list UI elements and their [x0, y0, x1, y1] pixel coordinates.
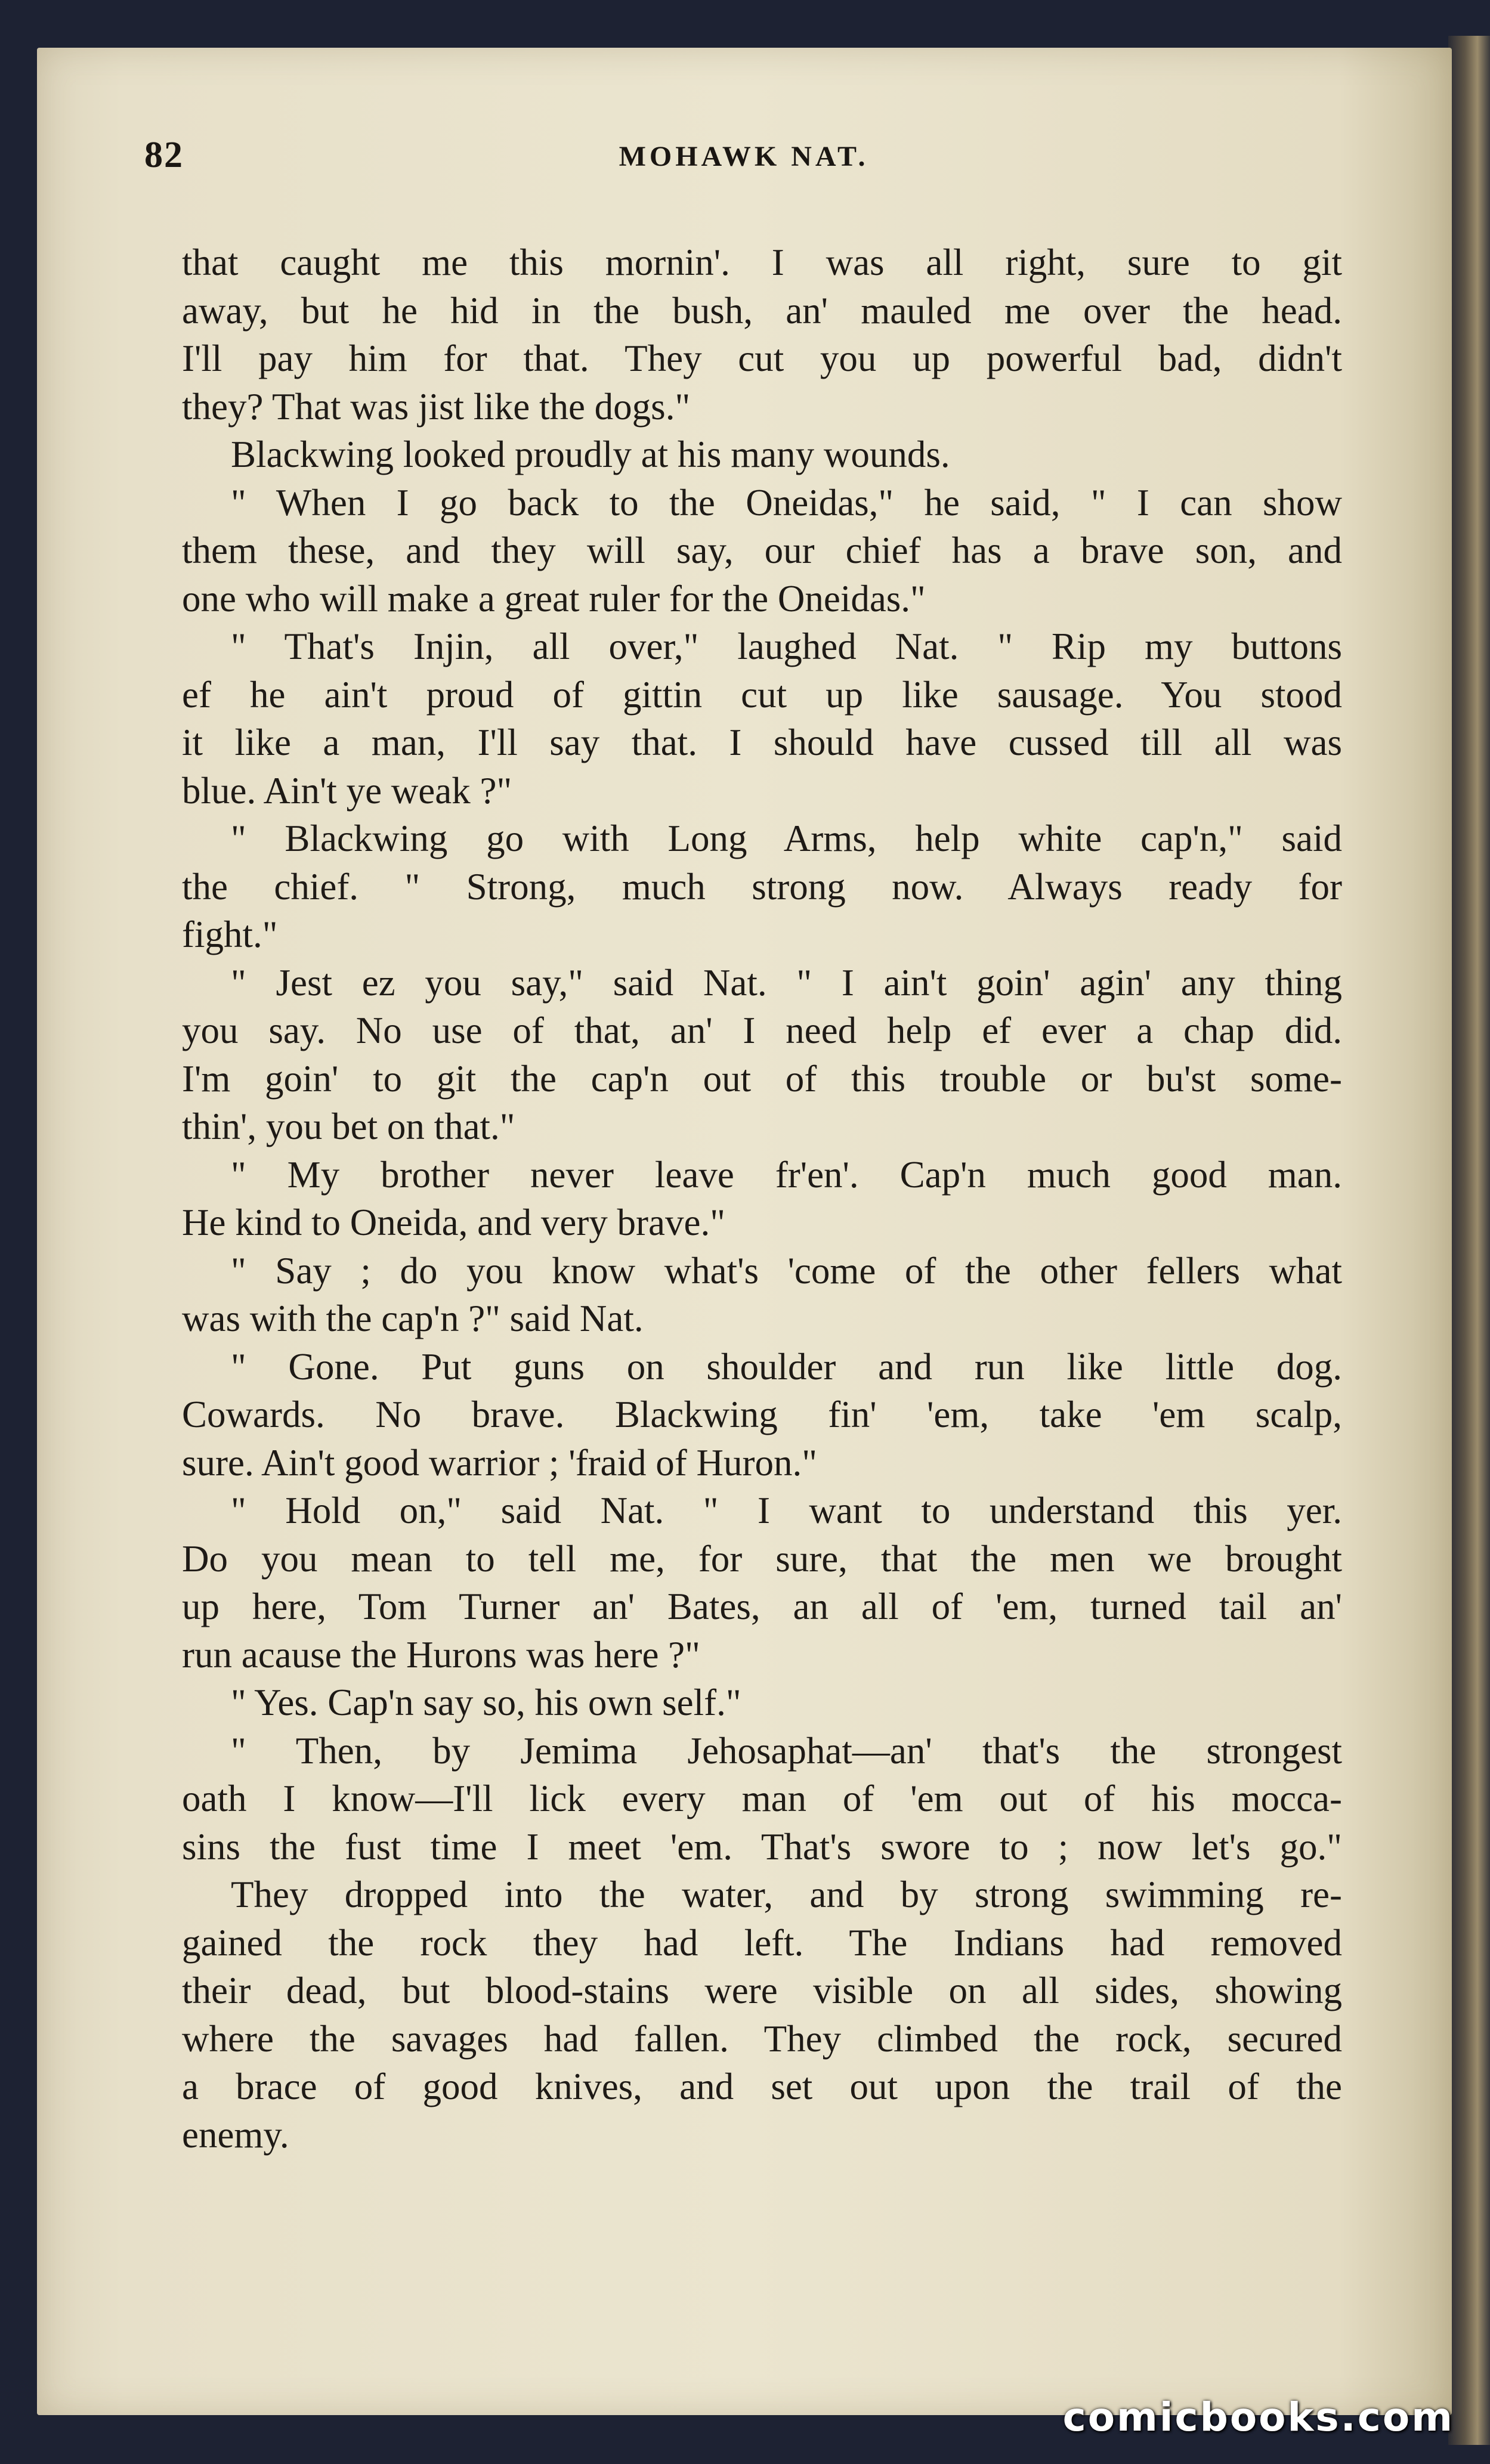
- text-line: where the savages had fallen. They climbed the rock, secured: [182, 2017, 1342, 2060]
- body-text: [182, 239, 1342, 2159]
- text-line: run acause the Hurons was here ?": [182, 1633, 700, 1676]
- text-line: away, but he hid in the bush, an' mauled me over the head.: [182, 289, 1342, 332]
- text-line: " Say ; do you know what's 'come of the other fellers what: [231, 1249, 1342, 1292]
- text-line: was with the cap'n ?" said Nat.: [182, 1298, 644, 1339]
- text-line: thin', you bet on that.": [182, 1106, 515, 1147]
- page-header: [144, 134, 1343, 188]
- text-line: " Then, by Jemima Jehosaphat—an' that's the strongest: [231, 1729, 1342, 1772]
- text-line: " Gone. Put guns on shoulder and run like little dog.: [231, 1345, 1342, 1388]
- text-line: they? That was jist like the dogs.": [182, 385, 691, 428]
- text-line: I'm goin' to git the cap'n out of this trouble or bu'st some-: [182, 1057, 1342, 1100]
- text-line: sure. Ain't good warrior ; 'fraid of Huron.": [182, 1441, 817, 1484]
- text-line: fight.": [182, 914, 278, 955]
- running-head: MOHAWK NAT.: [619, 141, 869, 172]
- text-line: their dead, but blood-stains were visible on all sides, showing: [182, 1970, 1342, 2011]
- text-line: " My brother never leave fr'en'. Cap'n much good man.: [231, 1153, 1342, 1196]
- text-line: enemy.: [182, 2113, 289, 2156]
- text-line: the chief. " Strong, much strong now. Always ready for: [182, 865, 1342, 908]
- text-line: Do you mean to tell me, for sure, that the men we brought: [182, 1537, 1342, 1580]
- text-line: oath I know—I'll lick every man of 'em out of his mocca-: [182, 1778, 1342, 1819]
- text-line: up here, Tom Turner an' Bates, an all of 'em, turned tail an': [182, 1586, 1342, 1627]
- text-line: I'll pay him for that. They cut you up powerful bad, didn't: [182, 338, 1342, 379]
- text-line: a brace of good knives, and set out upon the trail of the: [182, 2066, 1342, 2107]
- text-line: They dropped into the water, and by strong swimming re-: [231, 1874, 1342, 1915]
- text-line: you say. No use of that, an' I need help ef ever a chap did.: [182, 1010, 1342, 1051]
- text-line: blue. Ain't ye weak ?": [182, 769, 512, 812]
- text-line: it like a man, I'll say that. I should have cussed till all was: [182, 722, 1342, 763]
- book-page-edge: [1448, 36, 1490, 2445]
- text-line: " When I go back to the Oneidas," he said, " I can show: [231, 481, 1342, 524]
- text-line: one who will make a great ruler for the Oneidas.": [182, 577, 926, 620]
- text-line: them these, and they will say, our chief has a brave son, and: [182, 530, 1342, 571]
- text-line: ef he ain't proud of gittin cut up like sausage. You stood: [182, 673, 1342, 716]
- text-line: " Hold on," said Nat. " I want to understand this yer.: [231, 1490, 1342, 1531]
- text-line: " Yes. Cap'n say so, his own self.": [231, 1682, 741, 1723]
- text-line: that caught me this mornin'. I was all right, sure to git: [182, 242, 1342, 283]
- text-line: Blackwing looked proudly at his many wounds.: [231, 434, 950, 475]
- text-line: He kind to Oneida, and very brave.": [182, 1202, 725, 1243]
- text-line: Cowards. No brave. Blackwing fin' 'em, take 'em scalp,: [182, 1394, 1342, 1435]
- text-line: " Blackwing go with Long Arms, help white cap'n," said: [231, 818, 1342, 859]
- text-line: " Jest ez you say," said Nat. " I ain't goin' agin' any thing: [231, 961, 1342, 1004]
- text-line: sins the fust time I meet 'em. That's swore to ; now let's go.": [182, 1825, 1342, 1868]
- page-number: 82: [144, 135, 184, 175]
- watermark: comicbooks.com: [1062, 2394, 1454, 2440]
- text-line: gained the rock they had left. The Indians had removed: [182, 1921, 1342, 1964]
- text-line: " That's Injin, all over," laughed Nat. " Rip my buttons: [231, 626, 1342, 667]
